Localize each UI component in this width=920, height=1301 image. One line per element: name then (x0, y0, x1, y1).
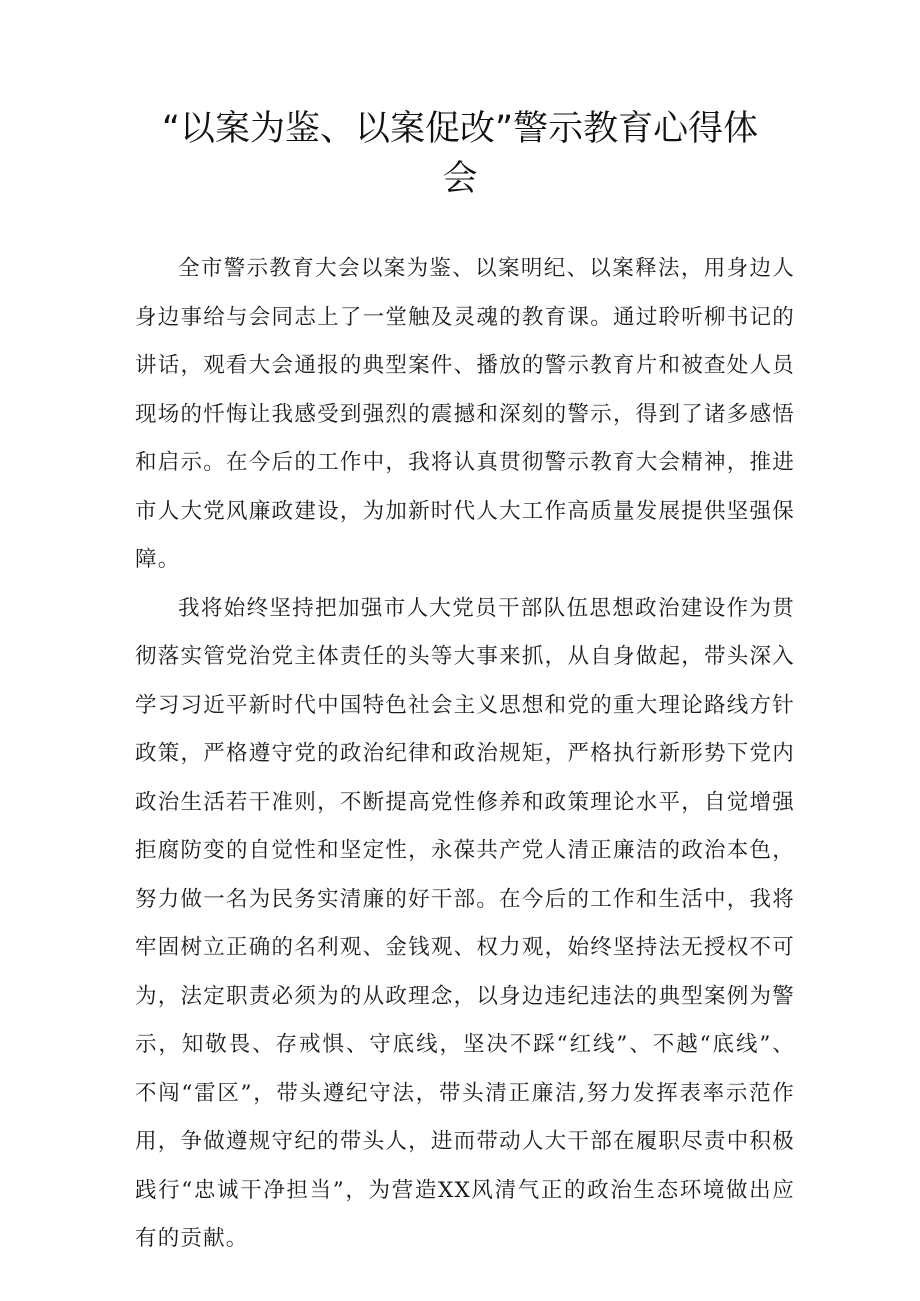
document-title: “以案为鉴、以案促改”警示教育心得体会 (161, 109, 759, 199)
document-body (135, 245, 795, 1264)
paragraph-2: 我将始终坚持把加强市人大党员干部队伍思想政治建设作为贯彻落实管党治党主体责任的头等大事来抓，从自身做起，带头深入学习习近平新时代中国特色社会主义思想和党的重大理论路线方针政策，严格遵守党的政治纪律和政治规矩，严格执行新形势下党内政治生活若干准则，不断提高党性修养和政策理论水平，自觉增强拒腐防变的自觉性和坚定性，永葆共产党人清正廉洁的政治本色，努力做一名为民务实清廉的好干部。在今后的工作和生活中，我将牢固树立正确的名利观、金钱观、权力观，始终坚持法无授权不可为，法定职责必须为的从政理念，以身边违纪违法的典型案例为警示，知敬畏、存戒惧、守底线，坚决不踩“红线”、不越“底线”、不闯“雷区”，带头遵纪守法，带头清正廉洁,努力发挥表率示范作用，争做遵规守纪的带头人，进而带动人大干部在履职尽责中积极践行“忠诚干净担当”，为营造XX风清气正的政治生态环境做出应有的贡献。 (135, 595, 795, 1251)
paragraph-1: 全市警示教育大会以案为鉴、以案明纪、以案释法，用身边人身边事给与会同志上了一堂触及灵魂的教育课。通过聆听柳书记的讲话，观看大会通报的典型案件、播放的警示教育片和被查处人员现场的忏悔让我感受到强烈的震撼和深刻的警示，得到了诸多感悟和启示。在今后的工作中，我将认真贯彻警示教育大会精神，推进市人大党风廉政建设，为加新时代人大工作高质量发展提供坚强保障。 (135, 256, 795, 572)
